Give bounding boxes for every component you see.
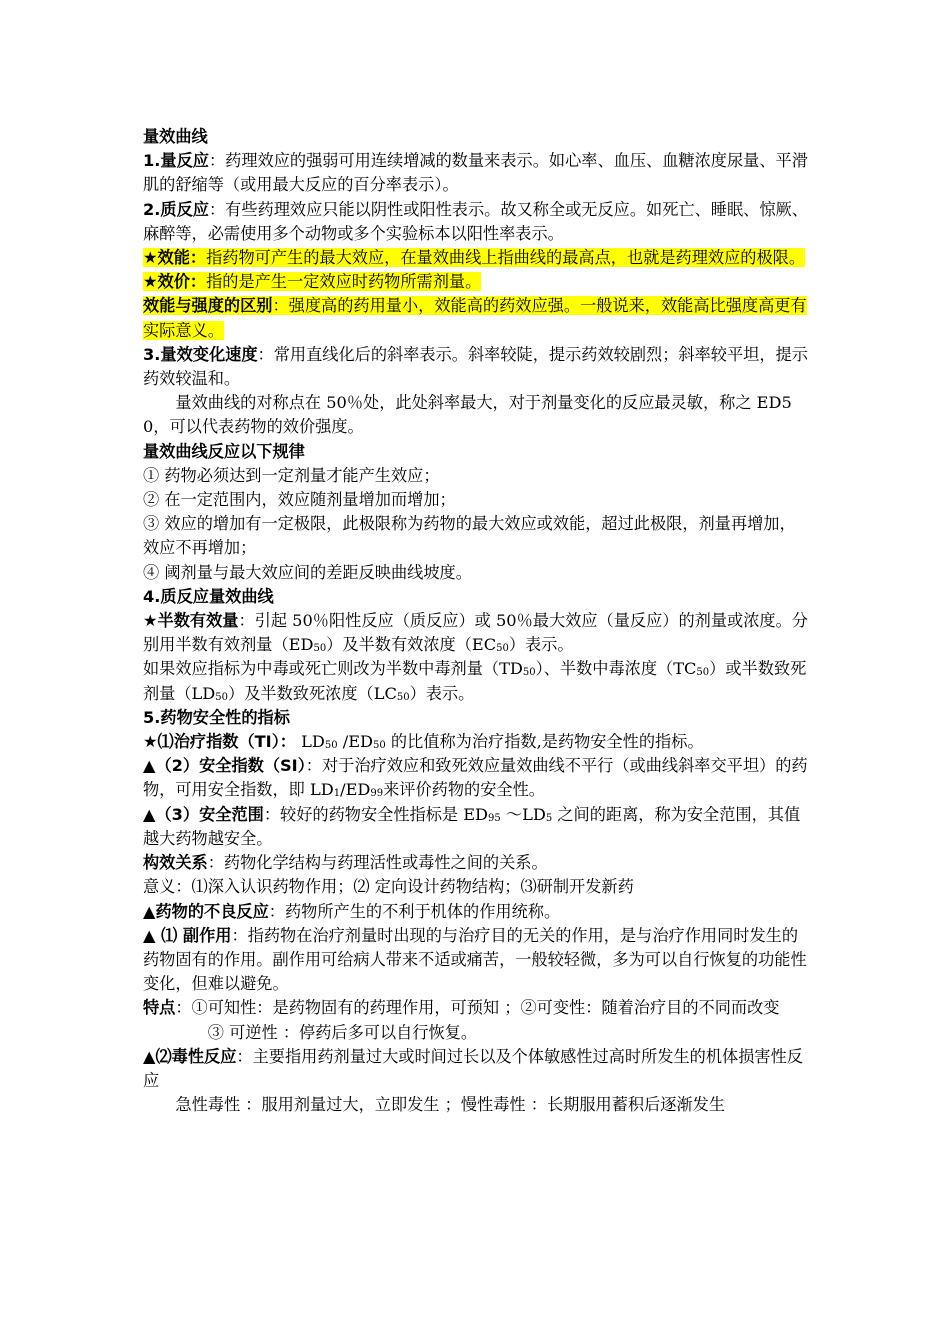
term-label: 3.量效变化速度 [143, 344, 258, 364]
term-label: ▲（2）安全指数（SI） [143, 756, 306, 776]
term-label: 1.量反应 [143, 151, 209, 171]
term-label: 特点 [143, 998, 176, 1018]
term-text: ：引起 50％阳性反应（质反应）或 50％最大效应（量反应）的剂量或浓度。分别用半数有效剂量（ED [143, 611, 808, 655]
side-effect-paragraph [143, 924, 811, 997]
subscript: 95 [488, 812, 501, 824]
toxic-lethal-dose-paragraph [143, 657, 811, 705]
quantitative-response-paragraph [143, 149, 811, 197]
traits-paragraph [143, 996, 811, 1020]
subscript: 99 [370, 788, 384, 800]
term-text: ）及半数有效浓度（EC [326, 635, 497, 655]
safety-range-paragraph [143, 803, 811, 851]
term-text: ）表示。 [409, 683, 475, 703]
term-text: ：强度高的药用量小，效能高的药效应强。一般说来，效能高比强度高更有实际意义。 [143, 296, 807, 340]
rule-item: ① 药物必须达到一定剂量才能产生效应； [143, 465, 440, 485]
toxicity-kinds: 急性毒性 ：服用剂量过大，立即发生 ；慢性毒性 ：长期服用蓄积后逐渐发生 [175, 1095, 726, 1115]
term-text: ：常用直线化后的斜率表示。斜率较陡，提示药效较剧烈；斜率较平坦，提示药效较温和。 [143, 344, 808, 389]
subscript: 50 [696, 667, 710, 679]
slope-paragraph [143, 343, 811, 391]
term-text: LD [295, 732, 325, 752]
subscript: 50 [373, 740, 386, 752]
term-text: ：有些药理效应只能以阴性或阳性表示。故又称全或无反应。如死亡、睡眠、惊厥、麻醉等，必需使用多个动物或多个实验标本以阳性率表示。 [143, 199, 808, 243]
quantal-response-paragraph [143, 198, 811, 246]
term-label: ▲药物的不良反应 [143, 901, 269, 921]
safety-index-title: 5.药物安全性的指标 [143, 707, 290, 727]
subscript: 50 [396, 691, 410, 703]
term-label: ▲ ⑴ 副作用 [143, 925, 232, 945]
term-label: ▲（3）安全范围 [143, 804, 264, 824]
term-text: ：药物所产生的不利于机体的作用统称。 [268, 901, 561, 921]
adverse-reaction-paragraph [143, 900, 811, 924]
toxic-reaction-paragraph [143, 1045, 811, 1093]
term-text: ）、半数中毒浓度（TC [535, 659, 697, 679]
term-text: 指的是产生一定效应时药物所需剂量。 [206, 272, 482, 292]
term-text: ）或半数致死剂量（LD [143, 659, 807, 703]
rules-title: 量效曲线反应以下规律 [143, 441, 305, 461]
term-text: ）表示。 [508, 635, 574, 655]
subscript: 50 [522, 667, 536, 679]
term-text: ：较好的药物安全性指标是 ED [263, 804, 489, 824]
term-label: ★半数有效量 [143, 611, 239, 631]
term-label: 2.质反应 [143, 199, 209, 219]
term-text: ：药理效应的强弱可用连续增减的数量来表示。如心率、血压、血糖浓度尿量、平滑肌的舒缩等（或用最大反应的百分率表示）。 [143, 151, 808, 195]
term-label: ★⑴治疗指数（TI）： [143, 732, 296, 752]
subscript: 50 [313, 643, 327, 655]
term-text: 之间的距离，称为安全范围，其值越大药物越安全。 [143, 804, 801, 848]
term-text: ：①可知性：是药物固有的药理作用，可预知 ；②可变性：随着治疗目的不同而改变 [175, 998, 780, 1018]
term-label: ▲⑵毒性反应 [143, 1046, 237, 1066]
term-label: ★效能： [143, 248, 207, 268]
traits-reversibility: ③ 可逆性 ：停药后多可以自行恢复。 [207, 1022, 478, 1042]
subscript: 5 [545, 812, 553, 824]
potency-paragraph [143, 270, 811, 294]
efficacy-potency-difference-paragraph [143, 294, 811, 342]
term-text: ：药物化学结构与药理活性或毒性之间的关系。 [207, 853, 548, 873]
term-text: ～LD [500, 804, 546, 824]
term-label: ★效价： [143, 272, 207, 292]
efficacy-paragraph [143, 246, 811, 270]
half-effective-paragraph [143, 609, 811, 657]
rule-item: ② 在一定范围内，效应随剂量增加而增加； [143, 490, 456, 510]
term-text: 指药物可产生的最大效应，在量效曲线上指曲线的最高点，也就是药理效应的极限。 [206, 248, 806, 268]
term-text: ：指药物在治疗剂量时出现的与治疗目的无关的作用，是与治疗作用同时发生的药物固有的作用。副作用可给病人带来不适或痛苦，一般较轻微，多为可以自行恢复的功能性变化，但难以避免。 [143, 925, 807, 994]
term-text: 来评价药物的安全性。 [383, 780, 545, 800]
subscript: 50 [324, 740, 338, 752]
structure-activity-paragraph [143, 851, 811, 875]
therapeutic-index-paragraph [143, 730, 811, 754]
term-label: 构效关系 [143, 853, 208, 873]
term-text: 如果效应指标为中毒或死亡则改为半数中毒剂量（TD [143, 659, 523, 679]
rule-item: ④ 阈剂量与最大效应间的差距反映曲线坡度。 [143, 562, 472, 582]
term-label: 效能与强度的区别 [143, 296, 273, 316]
term-text: ：主要指用药剂量过大或时间过长以及个体敏感性过高时所发生的机体损害性反应 [143, 1046, 803, 1090]
rule-item: ③ 效应的增加有一定极限，此极限称为药物的最大效应或效能，超过此极限，剂量再增加，效应不再增加； [143, 514, 796, 558]
term-text: ：对于治疗效应和致死效应量效曲线不平行（或曲线斜率交平坦）的药物，可用安全指数，即 LD [143, 756, 808, 800]
term-text: 的比值称为治疗指数,是药物安全性的指标。 [385, 732, 704, 752]
subscript: 50 [496, 643, 509, 655]
subscript: 1 [333, 788, 341, 800]
document-page [143, 125, 811, 1117]
subscript: 50 [215, 691, 229, 703]
term-text: /ED [337, 732, 373, 752]
quantal-curve-title: 4.质反应量效曲线 [143, 586, 274, 606]
ed50-note: 量效曲线的对称点在 50％处，此处斜率最大，对于剂量变化的反应最灵敏，称之 ED50，可以代表药物的效价强度。 [143, 393, 792, 437]
safety-index-paragraph [143, 754, 811, 802]
term-text: ）及半数致死浓度（LC [228, 683, 397, 703]
structure-activity-meaning: 意义：⑴深入认识药物作用；⑵ 定向设计药物结构；⑶研制开发新药 [143, 877, 634, 897]
section-title: 量效曲线 [143, 127, 208, 146]
term-text: /ED [340, 780, 371, 800]
